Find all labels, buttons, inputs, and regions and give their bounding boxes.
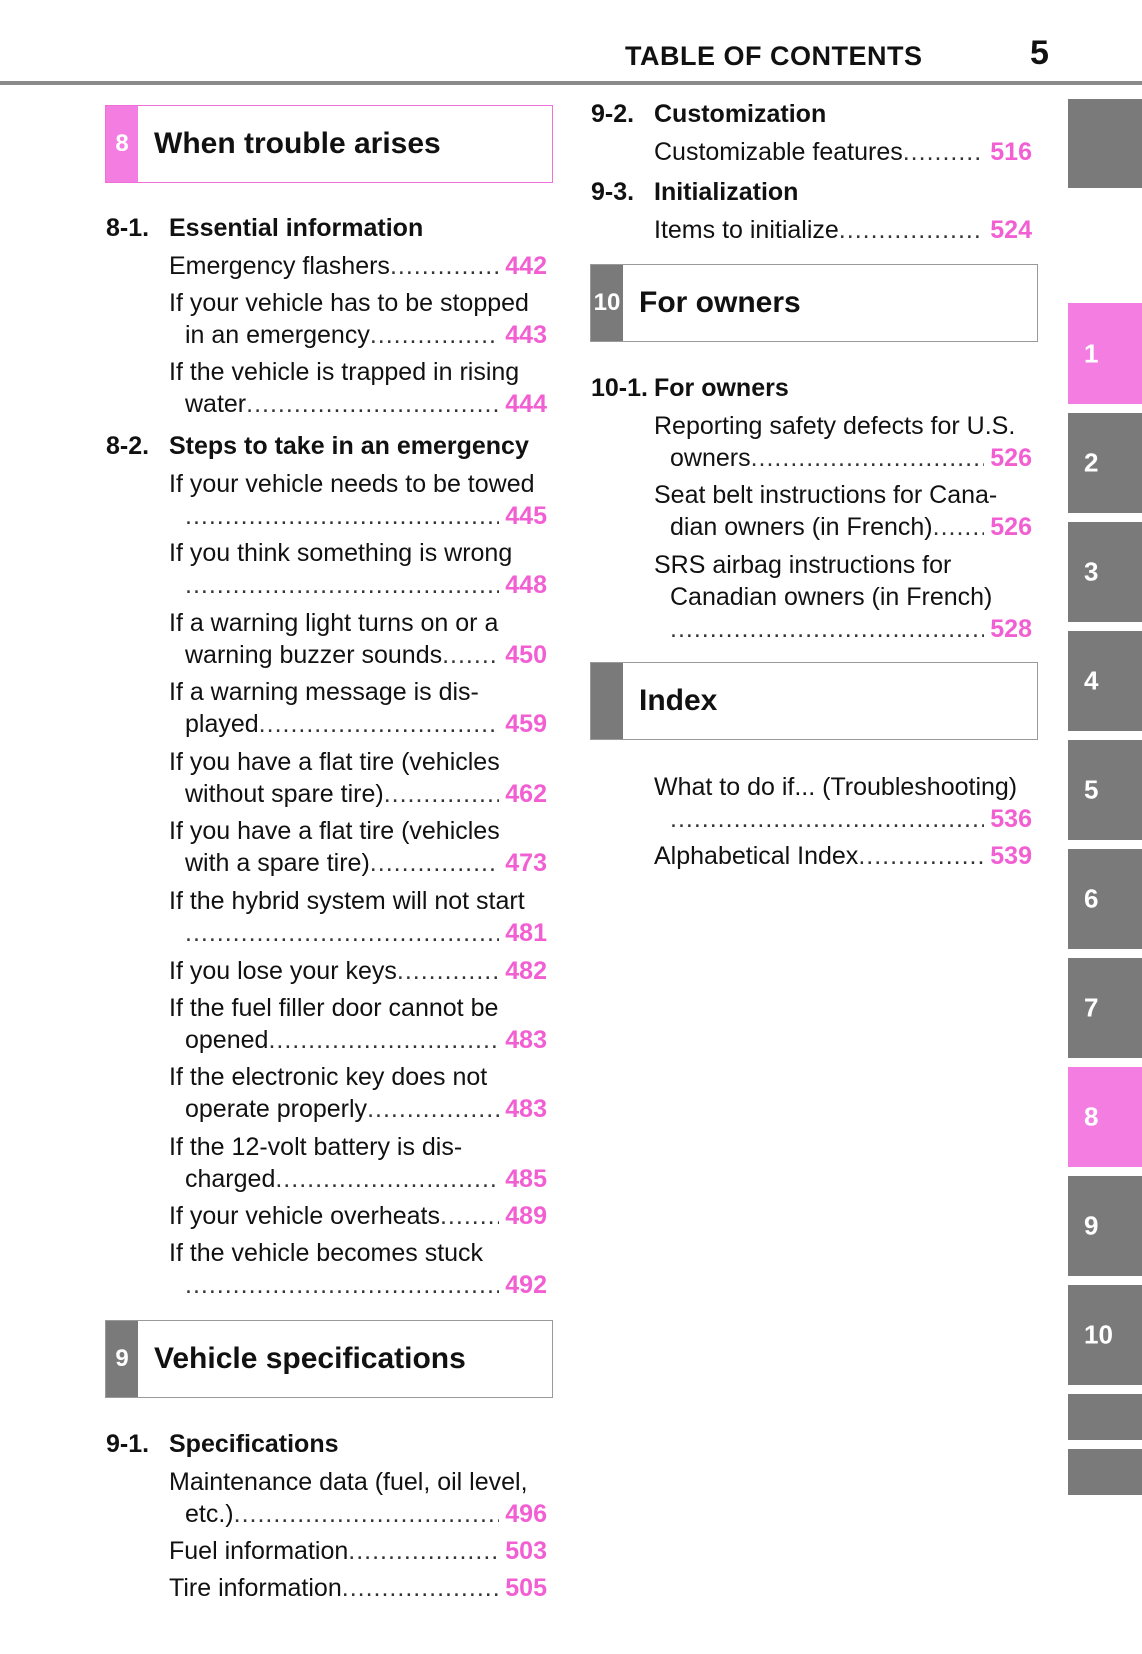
- tab-5[interactable]: [1068, 740, 1142, 840]
- page-ref: 524: [990, 216, 1032, 244]
- subsection-8-1: [106, 214, 423, 243]
- tab-label: 2: [1084, 447, 1099, 478]
- subsection-title: Initialization: [654, 178, 799, 206]
- subsection-number: 9-3.: [591, 178, 635, 206]
- entry-text-2: played: [185, 710, 259, 738]
- subsection-number: 10-1.: [591, 374, 648, 402]
- entry-text-2: Canadian owners (in French): [670, 583, 993, 611]
- tab-label: 1: [1084, 338, 1099, 368]
- entry-text: SRS airbag instructions for: [654, 551, 952, 579]
- subsection-9-2: [591, 100, 826, 129]
- entry-text-2: in an emergency: [185, 321, 370, 349]
- entry-text: If you think something is wrong: [169, 539, 513, 567]
- toc-entry[interactable]: [169, 746, 547, 810]
- page-number: 5: [1030, 34, 1049, 72]
- page-ref: 450: [505, 641, 547, 669]
- entry-text-2: operate properly: [185, 1095, 368, 1123]
- page-ref: 459: [505, 710, 547, 738]
- toc-entry[interactable]: [654, 479, 1032, 543]
- toc-entry[interactable]: [654, 549, 1032, 645]
- section-10-number: 10: [591, 265, 623, 341]
- entry-text-2: etc.): [185, 1500, 234, 1528]
- page-ref: 505: [505, 1574, 547, 1602]
- toc-entry[interactable]: [169, 468, 547, 532]
- entry-text: If you lose your keys: [169, 957, 397, 985]
- tab-4[interactable]: [1068, 631, 1142, 731]
- toc-entry[interactable]: [654, 771, 1039, 835]
- index-marker: [591, 663, 623, 739]
- entry-text-2: opened: [185, 1026, 269, 1054]
- subsection-8-2: [106, 432, 529, 461]
- entry-text: Emergency flashers: [169, 252, 390, 280]
- entry-text-2: water: [185, 390, 247, 418]
- tab-6[interactable]: [1068, 849, 1142, 949]
- tab-10[interactable]: [1068, 1285, 1142, 1385]
- page-ref: 462: [505, 780, 547, 808]
- subsection-title: Customization: [654, 100, 827, 128]
- entry-text: If the fuel filler door cannot be: [169, 994, 499, 1022]
- toc-entry[interactable]: [169, 955, 547, 987]
- page-ref: 526: [990, 513, 1032, 541]
- tab-blank-2[interactable]: [1068, 1449, 1142, 1495]
- toc-entry[interactable]: [169, 356, 547, 420]
- entry-text: If the vehicle is trapped in rising: [169, 358, 520, 386]
- tab-blank-1[interactable]: [1068, 1394, 1142, 1440]
- page-ref: 528: [990, 615, 1032, 643]
- tab-label: 5: [1084, 774, 1099, 805]
- header-title: TABLE OF CONTENTS: [625, 41, 923, 71]
- subsection-10-1: [591, 374, 789, 403]
- entry-text: If your vehicle needs to be towed: [169, 470, 535, 498]
- page-ref: 473: [505, 849, 547, 877]
- toc-entry[interactable]: [654, 214, 1032, 246]
- header-rule: [0, 81, 1142, 85]
- section-10-box[interactable]: [590, 264, 1038, 342]
- tab-label: 4: [1084, 665, 1099, 696]
- toc-entry[interactable]: [169, 1572, 547, 1604]
- tab-label: 9: [1084, 1210, 1099, 1241]
- entry-text: Fuel information: [169, 1537, 349, 1565]
- subsection-number: 9-1.: [106, 1430, 150, 1458]
- page-ref: 496: [505, 1500, 547, 1528]
- subsection-9-1: [106, 1430, 339, 1459]
- page-ref: 444: [505, 390, 547, 418]
- section-8-number: 8: [106, 106, 138, 182]
- entry-text: If a warning message is dis-: [169, 678, 479, 706]
- toc-entry[interactable]: [169, 1131, 547, 1195]
- entry-text-2: with a spare tire): [185, 849, 370, 877]
- page-ref: 448: [505, 571, 547, 599]
- tab-label: 6: [1084, 883, 1099, 914]
- entry-text-2: owners: [670, 444, 751, 472]
- tab-label: 8: [1084, 1101, 1099, 1132]
- toc-entry[interactable]: [169, 1237, 547, 1301]
- entry-text: If your vehicle has to be stopped: [169, 289, 529, 317]
- entry-text-2: without spare tire): [185, 780, 384, 808]
- entry-text: If the electronic key does not: [169, 1063, 488, 1091]
- page-ref: 489: [505, 1202, 547, 1230]
- entry-text: If your vehicle overheats: [169, 1202, 440, 1230]
- toc-entry[interactable]: [169, 1535, 547, 1567]
- tab-label: 10: [1084, 1319, 1113, 1350]
- page-ref: 481: [505, 919, 547, 947]
- section-9-box[interactable]: [105, 1320, 553, 1398]
- subsection-9-3: [591, 178, 798, 207]
- tab-label: 7: [1084, 992, 1099, 1023]
- entry-text: What to do if... (Troubleshooting): [654, 773, 1018, 801]
- subsection-number: 8-2.: [106, 432, 150, 460]
- page-ref: 445: [505, 502, 547, 530]
- section-8-box[interactable]: [105, 105, 553, 183]
- entry-text: If the hybrid system will not start: [169, 887, 525, 915]
- entry-text: If the 12-volt battery is dis-: [169, 1133, 463, 1161]
- page-ref: 536: [990, 805, 1032, 833]
- subsection-title: Essential information: [169, 214, 424, 242]
- toc-entry[interactable]: [654, 840, 1032, 872]
- subsection-number: 9-2.: [591, 100, 635, 128]
- entry-text: If you have a flat tire (vehicles: [169, 748, 500, 776]
- page-ref: 483: [505, 1026, 547, 1054]
- subsection-number: 8-1.: [106, 214, 150, 242]
- entry-text: If a warning light turns on or a: [169, 609, 499, 637]
- entry-text: Items to initialize: [654, 216, 839, 244]
- entry-text: Customizable features: [654, 138, 903, 166]
- toc-entry[interactable]: [654, 410, 1032, 474]
- tab-label: 3: [1084, 556, 1099, 587]
- page-ref: 503: [505, 1537, 547, 1565]
- page-ref: 539: [990, 842, 1032, 870]
- page-ref: 516: [990, 138, 1032, 166]
- entry-text-2: dian owners (in French): [670, 513, 933, 541]
- entry-text: Alphabetical Index: [654, 842, 859, 870]
- page-ref: 442: [505, 252, 547, 280]
- toc-entry[interactable]: [169, 1061, 547, 1125]
- entry-text: Maintenance data (fuel, oil level,: [169, 1468, 528, 1496]
- toc-entry[interactable]: [654, 136, 1032, 168]
- entry-text-2: warning buzzer sounds: [185, 641, 443, 669]
- subsection-title: Specifications: [169, 1430, 339, 1458]
- tab-8[interactable]: [1068, 1067, 1142, 1167]
- tab-3[interactable]: [1068, 522, 1142, 622]
- page-ref: 482: [505, 957, 547, 985]
- toc-entry[interactable]: [169, 607, 547, 671]
- section-9-number: 9: [106, 1321, 138, 1397]
- toc-entry[interactable]: [169, 676, 547, 740]
- entry-text-2: charged: [185, 1165, 276, 1193]
- section-8-title: When trouble arises: [154, 127, 441, 160]
- subsection-title: Steps to take in an emergency: [169, 432, 529, 460]
- toc-entry[interactable]: [169, 1466, 547, 1530]
- page-ref: 483: [505, 1095, 547, 1123]
- page-ref: 443: [505, 321, 547, 349]
- entry-text: If the vehicle becomes stuck: [169, 1239, 484, 1267]
- entry-text: Seat belt instructions for Cana-: [654, 481, 998, 509]
- toc-entry[interactable]: [169, 250, 547, 282]
- subsection-title: For owners: [654, 374, 789, 402]
- page-ref: 526: [990, 444, 1032, 472]
- toc-entry[interactable]: [169, 992, 547, 1056]
- section-9-title: Vehicle specifications: [154, 1342, 466, 1375]
- section-10-title: For owners: [639, 286, 801, 319]
- toc-entry[interactable]: [169, 287, 547, 351]
- index-title: Index: [639, 684, 718, 717]
- index-box[interactable]: [590, 662, 1038, 740]
- entry-text: Reporting safety defects for U.S.: [654, 412, 1016, 440]
- toc-entry[interactable]: [169, 885, 547, 949]
- tab-9[interactable]: [1068, 1176, 1142, 1276]
- page-ref: 485: [505, 1165, 547, 1193]
- toc-entry[interactable]: [169, 1200, 547, 1232]
- entry-text: Tire information: [169, 1574, 342, 1602]
- tab-2[interactable]: [1068, 413, 1142, 513]
- tab-blank-top[interactable]: [1068, 99, 1142, 188]
- tab-1[interactable]: [1068, 303, 1142, 404]
- toc-entry[interactable]: [169, 815, 547, 879]
- toc-entry[interactable]: [169, 537, 547, 601]
- page-ref: 492: [505, 1271, 547, 1299]
- tab-7[interactable]: [1068, 958, 1142, 1058]
- entry-text: If you have a flat tire (vehicles: [169, 817, 500, 845]
